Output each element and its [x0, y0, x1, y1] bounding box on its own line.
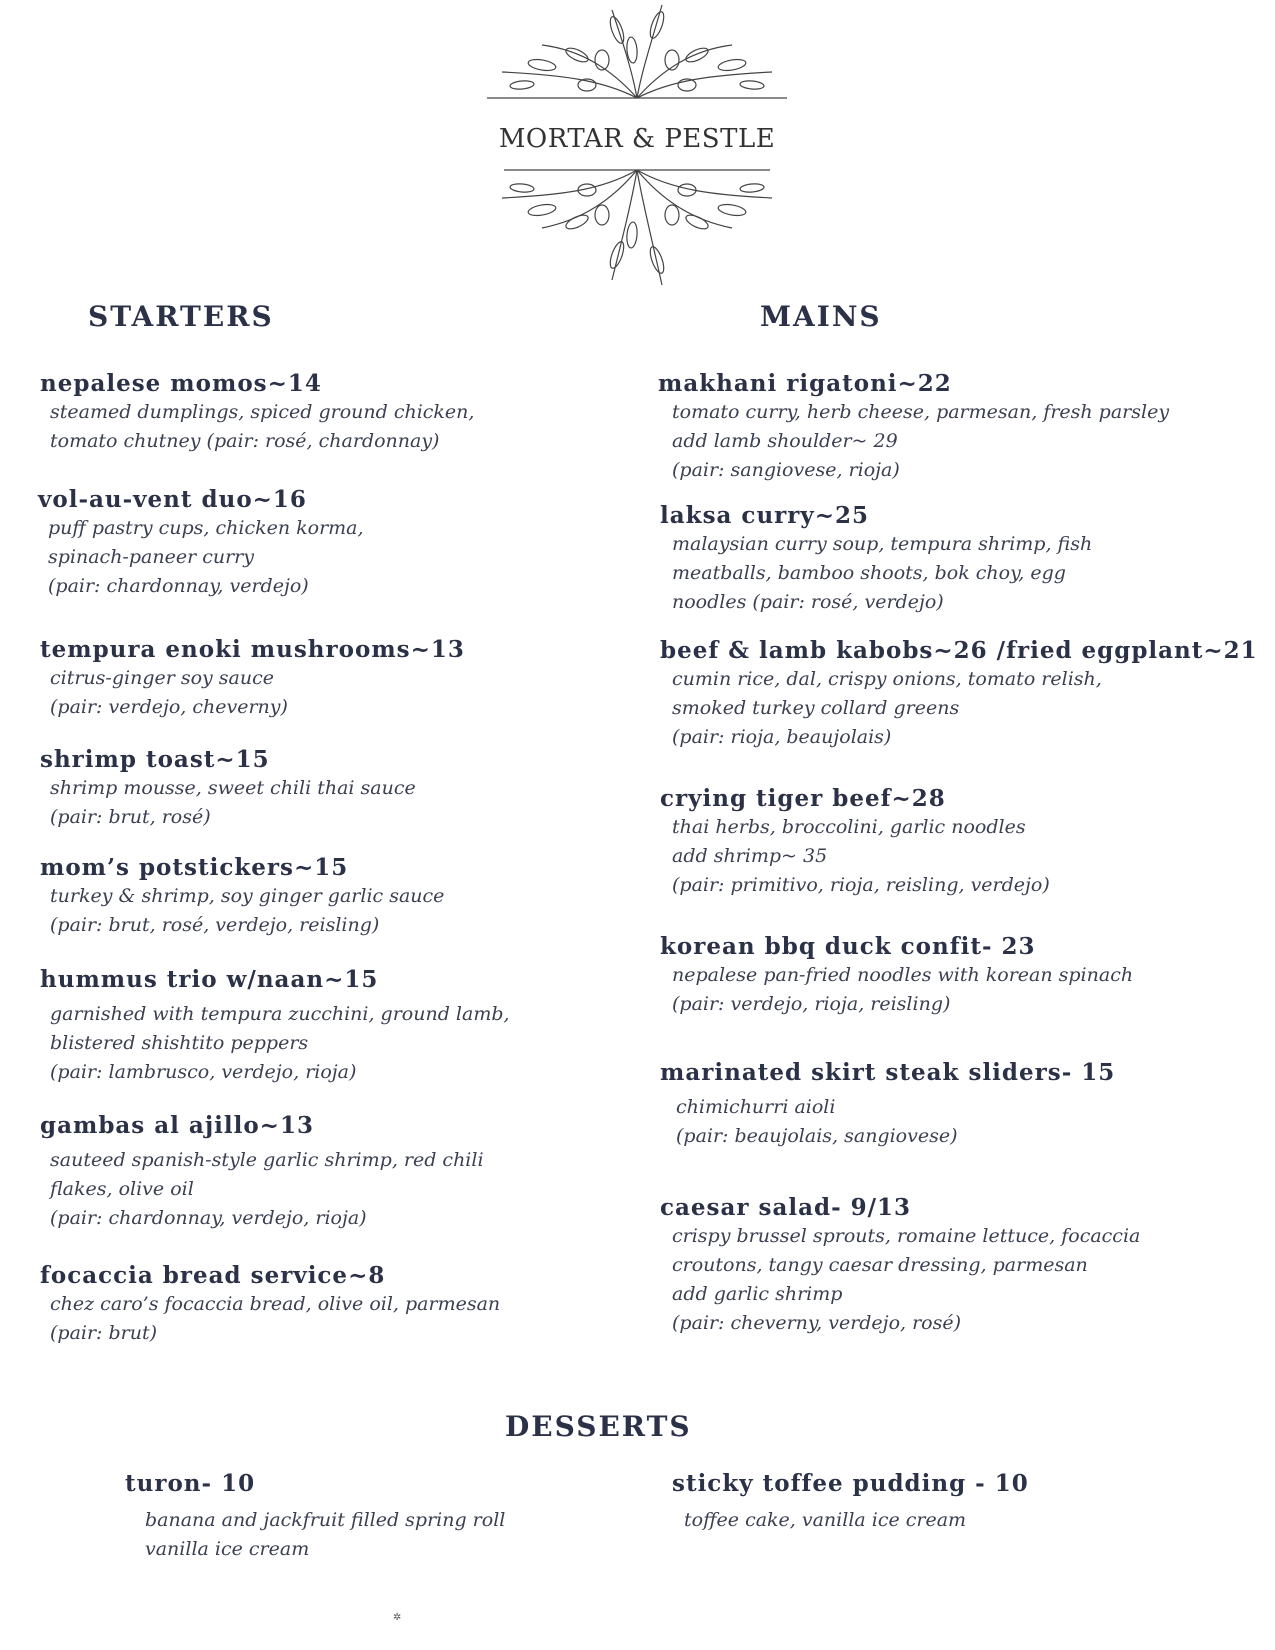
menu-item	[660, 785, 1050, 900]
footer-mark: ✲	[393, 1612, 402, 1623]
item-title: laksa curry~25	[660, 502, 870, 529]
item-title: crying tiger beef~28	[660, 785, 946, 812]
item-desc-line: toffee cake, vanilla ice cream	[684, 1509, 967, 1531]
menu-item	[660, 1059, 1115, 1151]
item-title: caesar salad- 9/13	[660, 1194, 912, 1221]
item-desc-line: noodles (pair: rosé, verdejo)	[672, 591, 944, 613]
menu-item	[672, 1470, 1029, 1535]
item-title: shrimp toast~15	[40, 746, 270, 773]
starters-heading: STARTERS	[88, 300, 274, 333]
item-desc-line: malaysian curry soup, tempura shrimp, fish	[672, 533, 1093, 555]
item-desc-line: citrus-ginger soy sauce	[50, 667, 275, 689]
item-desc-line: croutons, tangy caesar dressing, parmesan	[672, 1254, 1088, 1276]
menu-item	[40, 746, 416, 832]
item-desc-line: sauteed spanish-style garlic shrimp, red chili	[50, 1149, 484, 1171]
item-desc-line: garnished with tempura zucchini, ground lamb,	[50, 1003, 510, 1025]
menu-item	[40, 636, 465, 722]
item-desc-line: (pair: beaujolais, sangiovese)	[676, 1125, 958, 1147]
item-title: turon- 10	[125, 1470, 256, 1497]
menu-item	[658, 370, 1169, 485]
item-desc-line: (pair: verdejo, cheverny)	[50, 696, 288, 718]
item-desc-line: (pair: brut, rosé)	[50, 806, 211, 828]
desserts-heading: DESSERTS	[505, 1410, 692, 1443]
menu-item	[660, 637, 1258, 752]
item-desc-line: cumin rice, dal, crispy onions, tomato relish,	[672, 668, 1102, 690]
item-desc-line: smoked turkey collard greens	[672, 697, 960, 719]
item-desc-line: tomato chutney (pair: rosé, chardonnay)	[50, 430, 440, 452]
item-desc-line: add shrimp~ 35	[672, 845, 828, 867]
item-desc-line: vanilla ice cream	[145, 1538, 310, 1560]
item-title: nepalese momos~14	[40, 370, 322, 397]
item-desc-line: add lamb shoulder~ 29	[672, 430, 898, 452]
item-title: tempura enoki mushrooms~13	[40, 636, 465, 663]
item-desc-line: (pair: chardonnay, verdejo)	[48, 575, 309, 597]
item-title: makhani rigatoni~22	[658, 370, 952, 397]
item-title: korean bbq duck confit- 23	[660, 933, 1036, 960]
item-desc-line: banana and jackfruit filled spring roll	[145, 1509, 506, 1531]
menu-item	[38, 486, 364, 601]
item-title: mom’s potstickers~15	[40, 854, 349, 881]
item-desc-line: flakes, olive oil	[50, 1178, 194, 1200]
item-title: beef & lamb kabobs~26 /fried eggplant~21	[660, 637, 1258, 664]
item-desc-line: nepalese pan-fried noodles with korean spinach	[672, 964, 1134, 986]
item-desc-line: (pair: chardonnay, verdejo, rioja)	[50, 1207, 367, 1229]
item-title: sticky toffee pudding - 10	[672, 1470, 1029, 1497]
item-title: vol-au-vent duo~16	[38, 486, 307, 513]
item-title: focaccia bread service~8	[40, 1262, 386, 1289]
brand-logo	[482, 0, 792, 290]
menu-item	[660, 1194, 1140, 1338]
menu-item	[125, 1470, 505, 1564]
item-desc-line: chimichurri aioli	[676, 1096, 836, 1118]
item-desc-line: add garlic shrimp	[672, 1283, 843, 1305]
item-desc-line: (pair: brut, rosé, verdejo, reisling)	[50, 914, 380, 936]
item-desc-line: blistered shishtito peppers	[50, 1032, 309, 1054]
item-desc-line: steamed dumplings, spiced ground chicken,	[50, 401, 475, 423]
mains-heading: MAINS	[760, 300, 882, 333]
item-desc-line: crispy brussel sprouts, romaine lettuce, focaccia	[672, 1225, 1141, 1247]
item-desc-line: chez caro’s focaccia bread, olive oil, parmesan	[50, 1293, 501, 1315]
menu-item	[660, 933, 1133, 1019]
item-desc-line: (pair: brut)	[50, 1322, 158, 1344]
menu-item	[40, 854, 444, 940]
menu-item	[40, 1112, 484, 1233]
item-desc-line: meatballs, bamboo shoots, bok choy, egg	[672, 562, 1066, 584]
item-desc-line: (pair: rioja, beaujolais)	[672, 726, 892, 748]
item-title: hummus trio w/naan~15	[40, 966, 379, 993]
menu-item	[660, 502, 1092, 617]
menu-item	[40, 966, 510, 1087]
item-desc-line: shrimp mousse, sweet chili thai sauce	[50, 777, 416, 799]
item-title: gambas al ajillo~13	[40, 1112, 314, 1139]
brand-name: MORTAR & PESTLE	[498, 124, 776, 154]
item-desc-line: turkey & shrimp, soy ginger garlic sauce	[50, 885, 445, 907]
item-desc-line: (pair: primitivo, rioja, reisling, verdejo)	[672, 874, 1050, 896]
item-desc-line: tomato curry, herb cheese, parmesan, fresh parsley	[672, 401, 1170, 423]
item-title: marinated skirt steak sliders- 15	[660, 1059, 1116, 1086]
menu-item	[40, 1262, 500, 1348]
item-desc-line: thai herbs, broccolini, garlic noodles	[672, 816, 1026, 838]
item-desc-line: spinach-paneer curry	[48, 546, 254, 568]
menu-item	[40, 370, 474, 456]
item-desc-line: (pair: verdejo, rioja, reisling)	[672, 993, 951, 1015]
item-desc-line: (pair: lambrusco, verdejo, rioja)	[50, 1061, 357, 1083]
item-desc-line: (pair: cheverny, verdejo, rosé)	[672, 1312, 962, 1334]
item-desc-line: (pair: sangiovese, rioja)	[672, 459, 900, 481]
item-desc-line: puff pastry cups, chicken korma,	[48, 517, 364, 539]
